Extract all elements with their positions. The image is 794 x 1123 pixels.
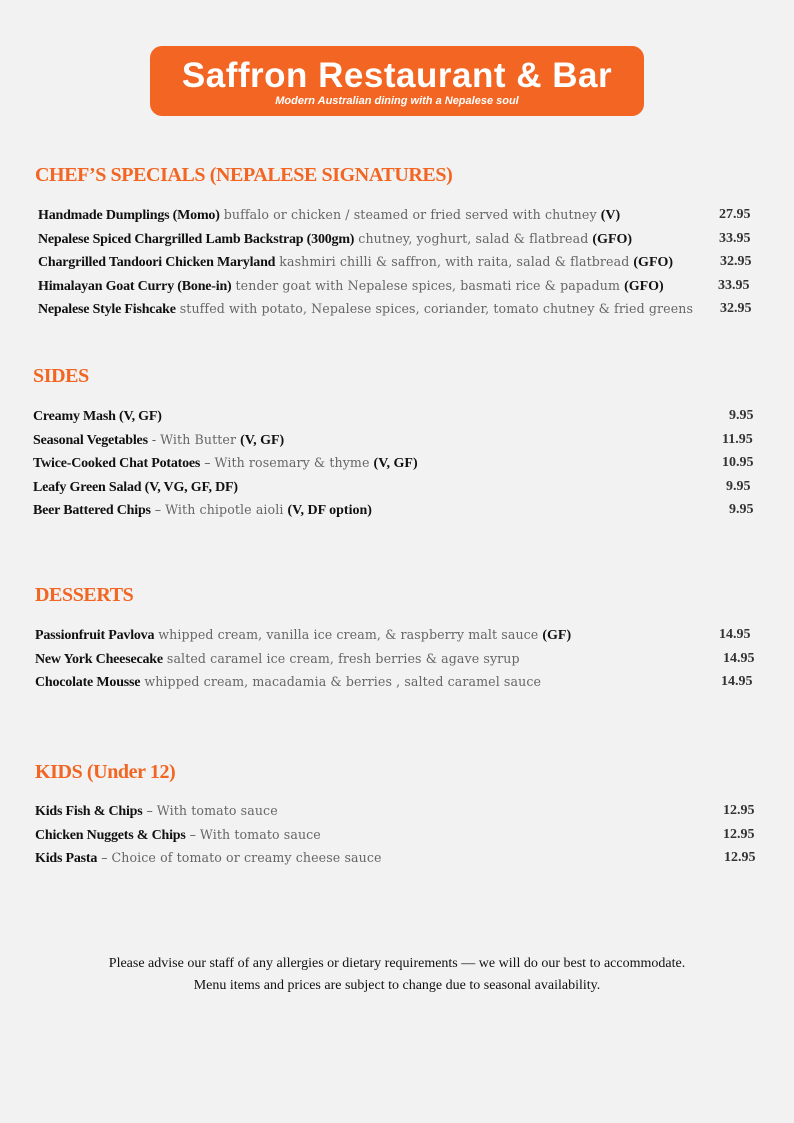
- item-tags: (V, GF): [373, 456, 418, 471]
- item-description: With chipotle aioli: [165, 502, 284, 517]
- section-title: CHEF’S SPECIALS (NEPALESE SIGNATURES): [35, 164, 453, 186]
- item-tags: (V): [600, 208, 621, 223]
- item-price: 10.95: [722, 455, 754, 470]
- item-description: With tomato sauce: [199, 826, 321, 842]
- allergy-notice: Please advise our staff of any allergies or dietary requirements — we will do our best to accommodate.: [108, 956, 686, 971]
- menu-item: [38, 278, 794, 302]
- item-price: 12.95: [723, 803, 755, 818]
- item-name: Chocolate Mousse: [35, 675, 141, 690]
- section-chefs-specials: [0, 164, 794, 325]
- menu-item: [33, 502, 794, 526]
- section-title: KIDS (Under 12): [35, 761, 176, 783]
- item-tags: (GFO): [624, 278, 664, 294]
- menu-list: [35, 803, 794, 874]
- menu-list: [35, 627, 794, 698]
- menu-list: [33, 408, 794, 526]
- item-name: Chargrilled Tandoori Chicken Maryland: [38, 255, 276, 270]
- item-tags: (V, GF): [240, 432, 285, 448]
- item-tags: (GFO): [592, 231, 633, 247]
- item-name: Beer Battered Chips: [33, 503, 151, 518]
- item-description: With Butter: [160, 431, 237, 447]
- item-description: Choice of tomato or creamy cheese sauce: [111, 850, 382, 865]
- menu-item: [38, 207, 794, 231]
- item-price: 9.95: [729, 408, 754, 423]
- menu-item: [35, 827, 794, 851]
- section-title: DESSERTS: [35, 584, 134, 606]
- item-name: Nepalese Spiced Chargrilled Lamb Backstrap (300gm): [38, 231, 355, 247]
- menu-footer: [0, 953, 794, 997]
- item-description: With tomato sauce: [156, 803, 278, 818]
- menu-item: [35, 651, 794, 675]
- item-name: Chicken Nuggets & Chips: [35, 827, 186, 843]
- item-price: 27.95: [719, 207, 751, 222]
- restaurant-tagline: Modern Australian dining with a Nepalese soul: [275, 95, 519, 107]
- item-price: 9.95: [729, 502, 754, 517]
- menu-item: [35, 674, 794, 698]
- price-change-notice: Menu items and prices are subject to change due to seasonal availability.: [193, 978, 601, 993]
- item-description: stuffed with potato, Nepalese spices, coriander, tomato chutney & fried greens: [179, 301, 694, 316]
- section-desserts: [0, 584, 794, 698]
- menu-item: [38, 301, 794, 325]
- item-price: 9.95: [726, 478, 751, 494]
- item-price: 32.95: [720, 254, 752, 269]
- menu-item: [35, 803, 794, 827]
- item-description: With rosemary & thyme: [214, 455, 370, 470]
- section-kids: [0, 761, 794, 874]
- restaurant-banner: [150, 46, 644, 116]
- item-separator: –: [97, 850, 112, 865]
- item-description: salted caramel ice cream, fresh berries & agave syrup: [166, 650, 520, 666]
- menu-item: [35, 627, 794, 651]
- item-description: whipped cream, macadamia & berries , salted caramel sauce: [144, 674, 542, 689]
- item-tags: (GF): [542, 628, 572, 643]
- menu-item: [33, 479, 794, 503]
- item-description: buffalo or chicken / steamed or fried served with chutney: [223, 207, 597, 222]
- item-price: 14.95: [721, 674, 753, 689]
- item-tags: (V, DF option): [287, 503, 372, 518]
- menu-item: [38, 231, 794, 255]
- item-name: New York Cheesecake: [35, 651, 163, 667]
- item-price: 33.95: [718, 277, 750, 293]
- menu-item: [33, 432, 794, 456]
- item-name: Passionfruit Pavlova: [35, 628, 155, 643]
- item-price: 14.95: [719, 627, 751, 642]
- item-description: chutney, yoghurt, salad & flatbread: [358, 230, 589, 246]
- item-name: Kids Fish & Chips: [35, 804, 143, 819]
- item-name: Himalayan Goat Curry (Bone-in): [38, 278, 232, 294]
- item-separator: –: [150, 502, 166, 517]
- item-price: 14.95: [723, 650, 755, 666]
- menu-item: [33, 455, 794, 479]
- item-separator: –: [200, 455, 215, 470]
- item-price: 33.95: [719, 230, 751, 246]
- menu-item: [35, 850, 794, 874]
- item-name: Leafy Green Salad (V, VG, GF, DF): [33, 479, 238, 495]
- item-separator: –: [185, 826, 200, 842]
- section-title: SIDES: [33, 365, 89, 387]
- section-sides: [0, 365, 794, 526]
- item-description: tender goat with Nepalese spices, basmati rice & papadum: [235, 277, 621, 293]
- item-name: Nepalese Style Fishcake: [38, 302, 176, 317]
- item-separator: -: [147, 431, 161, 447]
- item-name: Twice-Cooked Chat Potatoes: [33, 456, 201, 471]
- item-name: Seasonal Vegetables: [33, 432, 148, 448]
- item-name: Handmade Dumplings (Momo): [38, 208, 220, 223]
- item-description: kashmiri chilli & saffron, with raita, salad & flatbread: [279, 254, 630, 269]
- item-price: 11.95: [722, 431, 753, 447]
- menu-list: [38, 207, 794, 325]
- menu-item: [33, 408, 794, 432]
- item-price: 12.95: [724, 850, 756, 865]
- item-description: whipped cream, vanilla ice cream, & raspberry malt sauce: [158, 627, 539, 642]
- item-price: 12.95: [723, 826, 755, 842]
- item-tags: (GFO): [633, 255, 674, 270]
- item-name: Creamy Mash (V, GF): [33, 409, 162, 424]
- item-name: Kids Pasta: [35, 851, 98, 866]
- restaurant-title: Saffron Restaurant & Bar: [181, 56, 613, 95]
- item-separator: –: [142, 803, 157, 818]
- item-price: 32.95: [720, 301, 752, 316]
- menu-item: [38, 254, 794, 278]
